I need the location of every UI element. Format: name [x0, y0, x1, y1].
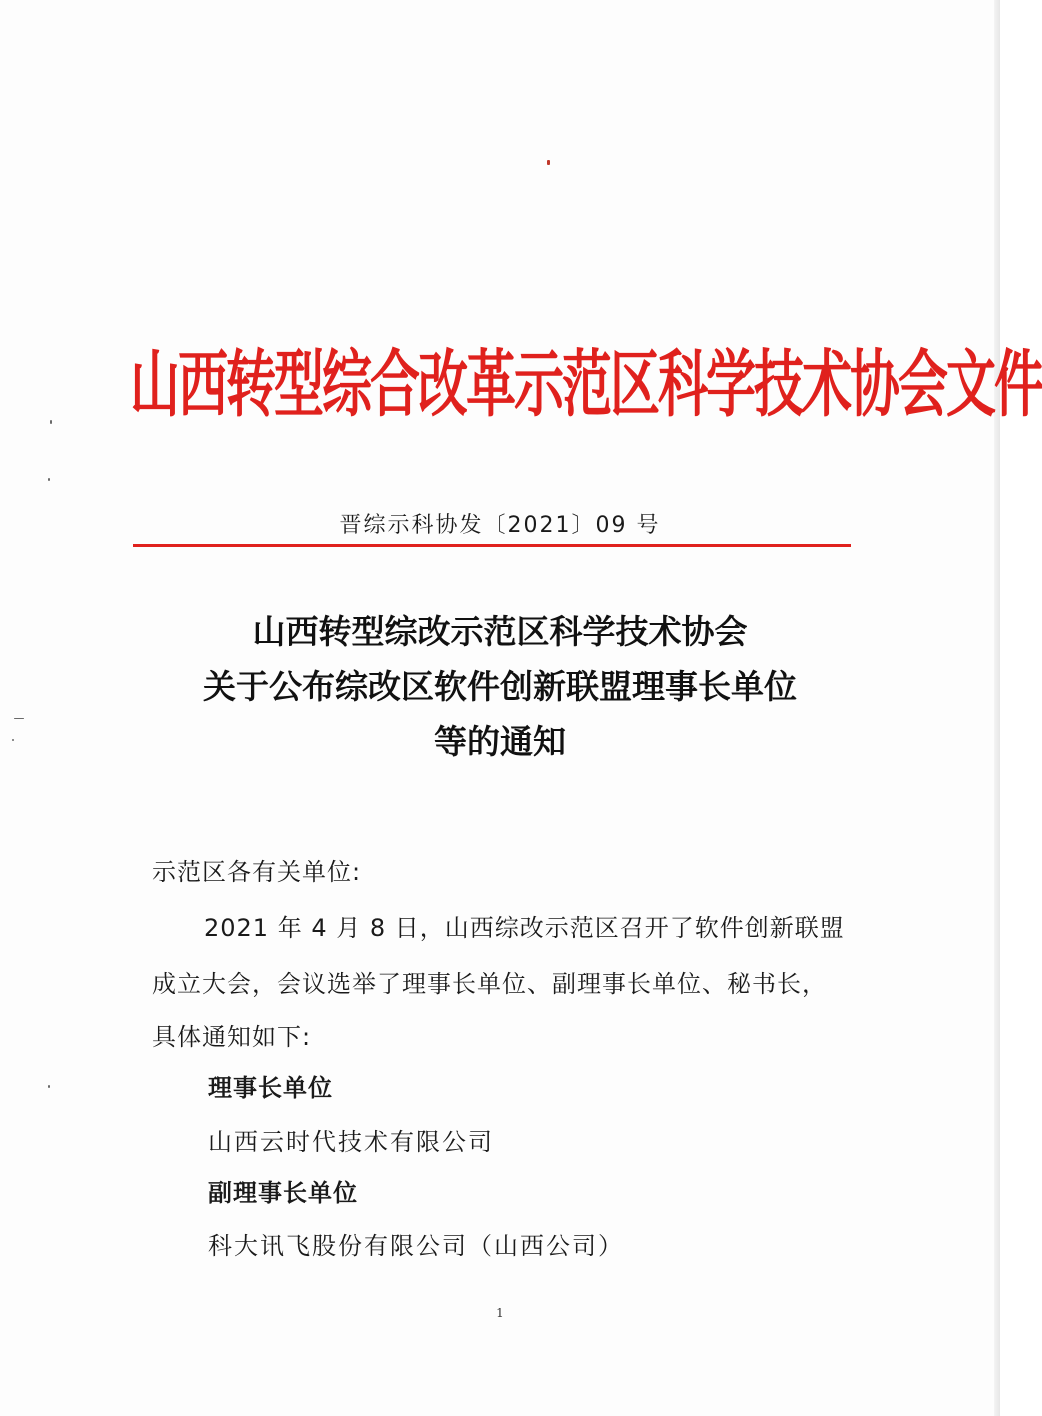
section-heading-vice-chairman: 副理事长单位: [208, 1179, 358, 1207]
paragraph-line: 2021 年 4 月 8 日，山西综改示范区召开了软件创新联盟: [204, 914, 845, 942]
scan-speck: [48, 478, 50, 481]
paragraph-line: 成立大会，会议选举了理事长单位、副理事长单位、秘书长，: [152, 970, 827, 998]
notice-title: [0, 604, 1000, 769]
scan-speck: [547, 160, 550, 165]
section-heading-chairman: 理事长单位: [208, 1074, 333, 1102]
red-separator-line: [133, 544, 851, 547]
section-item-vice-chairman: 科大讯飞股份有限公司（山西公司）: [208, 1232, 624, 1260]
section-item-chairman: 山西云时代技术有限公司: [208, 1128, 494, 1156]
scan-speck: [48, 1085, 50, 1088]
paragraph-line: 具体通知如下:: [152, 1023, 312, 1051]
notice-title-line: 等的通知: [434, 722, 566, 761]
salutation: 示范区各有关单位:: [152, 858, 362, 886]
scan-speck: [50, 420, 52, 424]
document-masthead: [130, 330, 1042, 440]
document-number: 晋综示科协发〔2021〕09 号: [339, 513, 661, 538]
page-number: 1: [496, 1306, 504, 1320]
masthead-title: 山西转型综合改革示范区科学技术协会文件: [130, 341, 1042, 428]
notice-title-line: 山西转型综改示范区科学技术协会: [252, 612, 748, 651]
notice-title-line: 关于公布综改区软件创新联盟理事长单位: [203, 667, 797, 706]
